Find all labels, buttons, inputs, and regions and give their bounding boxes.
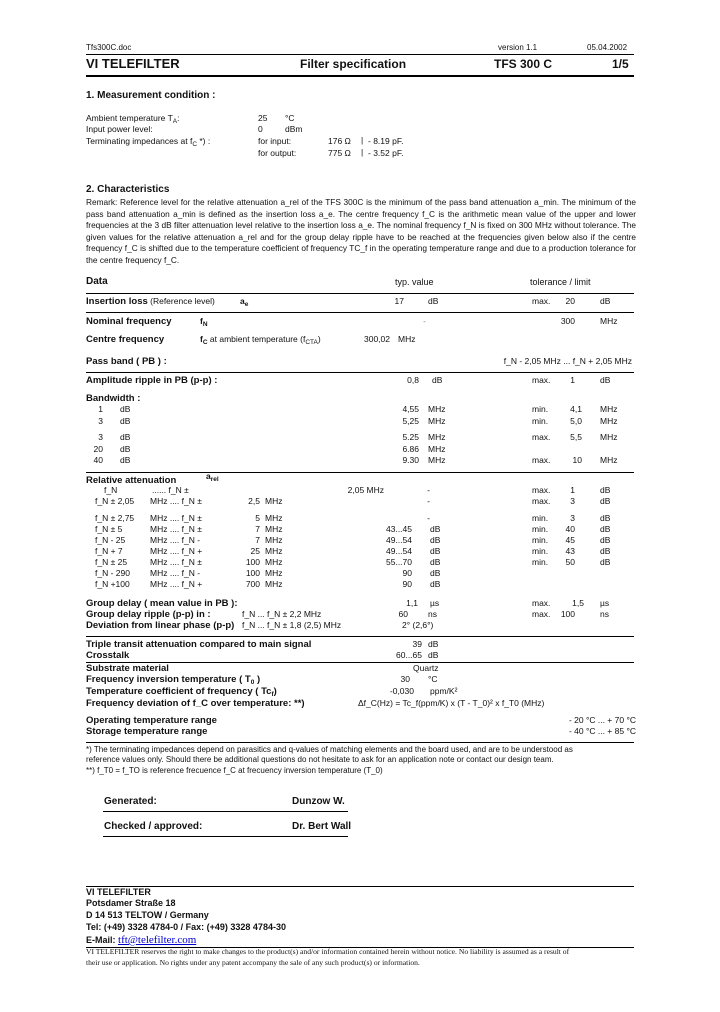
input-c: - 8.19 pF. xyxy=(368,136,404,146)
footnote: reference values only. Should there be additional questions do not hesitate to ask for an application note or contact our design team. xyxy=(86,755,554,764)
gd-label: Group delay ( mean value in PB ): xyxy=(86,598,238,609)
filename: Tfs300C.doc xyxy=(86,43,132,52)
bw-lim: max. xyxy=(532,455,551,465)
bw-unit: MHz xyxy=(428,444,446,454)
relatt-typ: - xyxy=(427,496,430,506)
relatt-to-value: 7 xyxy=(255,524,260,534)
centre-unit: MHz xyxy=(398,334,416,344)
footer-company: VI TELEFILTER xyxy=(86,887,151,897)
bw-level-unit: dB xyxy=(120,455,131,465)
version: version 1.1 xyxy=(498,43,538,52)
divider xyxy=(86,472,634,473)
storage-label: Storage temperature range xyxy=(86,726,208,737)
relatt-unit: dB xyxy=(430,568,441,578)
operating-value: - 20 °C ... + 70 °C xyxy=(568,715,636,725)
term-label: Terminating impedances at $f_C$ *) : xyxy=(86,136,211,148)
relatt-from: f_N ± 5 xyxy=(95,524,123,534)
relatt-from: f_N + 7 xyxy=(95,546,123,556)
nominal-label: Nominal frequency xyxy=(86,316,172,327)
bw-limu: MHz xyxy=(600,404,618,414)
footnote: **) f_T0 = f_TO is reference frecuence f_C at frecuency inversion temperature (T_0) xyxy=(86,766,383,775)
relatt-typ: 90 xyxy=(402,579,412,589)
relatt-to-value: 2,5 xyxy=(248,496,260,506)
relatt-typ: - xyxy=(427,513,430,523)
phase-range: f_N ... f_N ± 1,8 (2,5) MHz xyxy=(242,620,342,630)
divider xyxy=(86,75,634,77)
nominal-typ: - xyxy=(423,316,426,326)
footnote: *) The terminating impedances depend on parasitics and q-values of matching elements and the board used, and are to be understood as xyxy=(86,745,573,754)
generated-label: Generated: xyxy=(104,796,157,807)
divider xyxy=(86,372,634,373)
date: 05.04.2002 xyxy=(587,43,628,52)
ripple-label: Amplitude ripple in PB (p-p) : xyxy=(86,375,218,386)
triple-typ: 39 xyxy=(412,639,422,649)
insertion-lim: max. xyxy=(532,296,551,306)
bw-level: 40 xyxy=(93,455,103,465)
col-typ: typ. value xyxy=(395,277,434,287)
passband-label: Pass band ( PB ) : xyxy=(86,356,167,367)
relatt-to-unit: MHz xyxy=(265,546,283,556)
remark-paragraph: Remark: Reference level for the relative attenuation a_rel of the TFS 300C is the minimum of the pass band attenuation a_min. The minimum of the pass band attenuation a_min is defined as the insertion loss a_e. The centre frequency f_C is the arithmetic mean value of the upper and lower frequencies at the 3 dB filter attenuation level relative to the insertion loss a_e. The nominal frequency f_N is fixed on 300 MHz without tolerance. The given values for the relative attenuation a_rel and for the group delay ripple have to be reached at the frequencies given below also if the centre frequency f_C is shifted due to the temperature coefficient of frequency TC_f in the operating temperature range and due to a production tolerance for the centre frequency f_C. xyxy=(86,197,636,265)
gdr-range: f_N ... f_N ± 2,2 MHz xyxy=(242,609,322,619)
relatt-to-unit: MHz xyxy=(265,496,283,506)
relatt-lim: max. xyxy=(532,496,551,506)
bw-limv: 5,5 xyxy=(570,432,582,442)
passband-range: f_N - 2,05 MHz ... f_N + 2,05 MHz xyxy=(503,356,632,366)
gd-limu: µs xyxy=(600,598,610,608)
bw-typ: 6.86 xyxy=(402,444,419,454)
bw-typ: 9.30 xyxy=(402,455,419,465)
section-heading: 2. Characteristics xyxy=(86,184,170,195)
relatt-to-value: 100 xyxy=(245,568,260,578)
divider xyxy=(86,312,634,313)
relatt-to: ...... f_N ± xyxy=(152,485,189,495)
bw-limv: 10 xyxy=(572,455,582,465)
relatt-limv: 3 xyxy=(570,513,575,523)
doc-title: Filter specification xyxy=(300,57,407,71)
page-number: 1/5 xyxy=(612,57,629,71)
relatt-typ: 49...54 xyxy=(386,535,412,545)
insertion-limu: dB xyxy=(600,296,611,306)
relatt-from: f_N ± 2,75 xyxy=(95,513,135,523)
relatt-to: MHz .... f_N ± xyxy=(150,513,202,523)
relatt-unit: dB xyxy=(430,524,441,534)
relatt-to: MHz .... f_N ± xyxy=(150,524,202,534)
footer-phone: Tel: (+49) 3328 4784-0 / Fax: (+49) 3328 4784-30 xyxy=(86,922,286,932)
crosstalk-unit: dB xyxy=(428,650,439,660)
centre-desc: $f_C$ at ambient temperature $(f_{CTA})$ xyxy=(200,334,321,346)
bw-level-unit: dB xyxy=(120,444,131,454)
ripple-limv: 1 xyxy=(570,375,575,385)
centre-typ: 300,02 xyxy=(364,334,390,344)
part-number: TFS 300 C xyxy=(494,57,553,71)
relatt-typ: 49...54 xyxy=(386,546,412,556)
inversion-unit: °C xyxy=(428,674,438,684)
output-c: - 3.52 pF. xyxy=(368,148,404,158)
gdr-lim: max. xyxy=(532,609,551,619)
insertion-symbol: $a_e$ xyxy=(240,296,249,308)
insertion-limv: 20 xyxy=(565,296,575,306)
ambient-value: 25 xyxy=(258,113,268,123)
bw-limv: 5,0 xyxy=(570,416,582,426)
centre-label: Centre frequency xyxy=(86,334,165,345)
bw-limu: MHz xyxy=(600,455,618,465)
bw-typ: 5,25 xyxy=(402,416,419,426)
insertion-label: Insertion loss (Reference level) xyxy=(86,296,215,307)
footer-city: D 14 513 TELTOW / Germany xyxy=(86,910,209,920)
relatt-to-unit: MHz xyxy=(265,513,283,523)
relatt-limu: dB xyxy=(600,535,611,545)
relatt-limv: 43 xyxy=(565,546,575,556)
nominal-limu: MHz xyxy=(600,316,618,326)
relatt-limu: dB xyxy=(600,513,611,523)
gdr-label: Group delay ripple (p-p) in : xyxy=(86,609,211,620)
ripple-typ: 0,8 xyxy=(407,375,419,385)
phase-typ: 2° (2,6°) xyxy=(402,620,434,630)
tcf-typ: -0,030 xyxy=(389,686,414,696)
deviation-formula: Δf_C(Hz) = Tc_f(ppm/K) x (T - T_0)² x f_T0 (MHz) xyxy=(358,698,545,708)
relatt-to-unit: MHz xyxy=(265,579,283,589)
relatt-to-unit: MHz xyxy=(265,524,283,534)
relatt-unit: dB xyxy=(430,546,441,556)
relatt-to: MHz .... f_N ± xyxy=(150,557,202,567)
bw-level: 1 xyxy=(98,404,103,414)
relatt-from: f_N +100 xyxy=(95,579,130,589)
relatt-to-unit: MHz xyxy=(265,568,283,578)
relatt-to-unit: MHz xyxy=(265,535,283,545)
operating-label: Operating temperature range xyxy=(86,715,217,726)
output-r: 775 Ω xyxy=(328,148,351,158)
bw-level: 3 xyxy=(98,416,103,426)
input-r: 176 Ω xyxy=(328,136,351,146)
relatt-to: MHz .... f_N - xyxy=(150,535,201,545)
relatt-typ: - xyxy=(427,485,430,495)
tcf-unit: ppm/K² xyxy=(430,686,458,696)
relatt-lim: min. xyxy=(532,524,549,534)
relatt-limv: 50 xyxy=(565,557,575,567)
relatt-unit: dB xyxy=(430,535,441,545)
underline xyxy=(103,811,348,812)
bw-unit: MHz xyxy=(428,416,446,426)
phase-label: Deviation from linear phase (p-p) xyxy=(86,620,235,631)
relatt-label: Relative attenuation xyxy=(86,475,177,486)
relatt-to: MHz .... f_N - xyxy=(150,568,201,578)
relatt-from: f_N ± 25 xyxy=(95,557,128,567)
relatt-typ: 43...45 xyxy=(386,524,412,534)
substrate-label: Substrate material xyxy=(86,663,169,674)
bw-limu: MHz xyxy=(600,432,618,442)
bw-unit: MHz xyxy=(428,432,446,442)
ripple-unit: dB xyxy=(432,375,443,385)
footer-street: Potsdamer Straße 18 xyxy=(86,898,176,908)
bw-typ: 5.25 xyxy=(402,432,419,442)
relatt-to: MHz .... f_N + xyxy=(150,579,203,589)
gd-unit: µs xyxy=(430,598,440,608)
bw-level-unit: dB xyxy=(120,416,131,426)
crosstalk-label: Crosstalk xyxy=(86,650,130,661)
relatt-to-value: 2,05 MHz xyxy=(347,485,384,495)
section-heading: 1. Measurement condition : xyxy=(86,90,216,101)
relatt-lim: min. xyxy=(532,546,549,556)
relatt-to-value: 700 xyxy=(245,579,260,589)
company-logo: VI TELEFILTER xyxy=(86,56,180,71)
tcf-label: Temperature coefficient of frequency ( $Tc_f$) xyxy=(86,686,277,698)
divider xyxy=(86,54,634,55)
relatt-to-value: 7 xyxy=(255,535,260,545)
relatt-to: MHz .... f_N ± xyxy=(150,496,202,506)
relatt-symbol: $a_{rel}$ xyxy=(206,471,219,483)
divider xyxy=(86,293,634,294)
relatt-to-value: 100 xyxy=(245,557,260,567)
checked-label: Checked / approved: xyxy=(104,821,203,832)
relatt-to-unit: MHz xyxy=(265,557,283,567)
relatt-lim: min. xyxy=(532,557,549,567)
relatt-from: f_N - 25 xyxy=(95,535,126,545)
relatt-from: f_N xyxy=(104,485,118,495)
bw-lim: min. xyxy=(532,404,549,414)
deviation-label: Frequency deviation of f_C over temperature: **) xyxy=(86,698,305,709)
email-link[interactable]: tft@telefilter.com xyxy=(118,934,197,946)
relatt-to-value: 5 xyxy=(255,513,260,523)
divider xyxy=(86,886,634,887)
divider xyxy=(86,636,634,637)
relatt-typ: 90 xyxy=(402,568,412,578)
disclaimer: their use or application. No rights under any patent accompany the sale of any such product(s) or information. xyxy=(86,958,420,967)
relatt-limu: dB xyxy=(600,485,611,495)
col-data: Data xyxy=(86,276,108,287)
storage-value: - 40 °C ... + 85 °C xyxy=(568,726,636,736)
generated-by: Dunzow W. xyxy=(292,796,345,807)
nominal-limv: 300 xyxy=(560,316,575,326)
relatt-lim: max. xyxy=(532,485,551,495)
col-tol: tolerance / limit xyxy=(530,277,591,287)
inversion-label: Frequency inversion temperature ( $T_0$ ) xyxy=(86,674,261,686)
output-label: for output: xyxy=(258,148,297,158)
gdr-unit: ns xyxy=(428,609,437,619)
gdr-typ: 60 xyxy=(398,609,408,619)
gd-lim: max. xyxy=(532,598,551,608)
relatt-from: f_N - 290 xyxy=(95,568,130,578)
disclaimer: VI TELEFILTER reserves the right to make changes to the product(s) and/or information contained herein without notice. No liability is assumed as a result of xyxy=(86,947,570,956)
power-value: 0 xyxy=(258,124,263,134)
bw-limu: MHz xyxy=(600,416,618,426)
relatt-limu: dB xyxy=(600,524,611,534)
bw-level: 3 xyxy=(98,432,103,442)
triple-label: Triple transit attenuation compared to main signal xyxy=(86,639,312,650)
relatt-limv: 40 xyxy=(565,524,575,534)
relatt-limu: dB xyxy=(600,496,611,506)
bw-lim: min. xyxy=(532,416,549,426)
divider xyxy=(86,742,634,743)
insertion-typ: 17 xyxy=(394,296,404,306)
gd-typ: 1,1 xyxy=(406,598,418,608)
relatt-limv: 3 xyxy=(570,496,575,506)
ambient-label: Ambient temperature $T_A$: xyxy=(86,113,180,125)
power-unit: dBm xyxy=(285,124,303,134)
nominal-symbol: $f_N$ xyxy=(200,316,208,328)
relatt-typ: 55...70 xyxy=(386,557,412,567)
bandwidth-label: Bandwidth : xyxy=(86,393,141,404)
relatt-lim: min. xyxy=(532,513,549,523)
substrate-value: Quartz xyxy=(413,663,439,673)
relatt-to: MHz .... f_N + xyxy=(150,546,203,556)
input-label: for input: xyxy=(258,136,292,146)
separator: | xyxy=(361,147,364,157)
bw-unit: MHz xyxy=(428,455,446,465)
relatt-unit: dB xyxy=(430,557,441,567)
inversion-typ: 30 xyxy=(400,674,410,684)
bw-limv: 4,1 xyxy=(570,404,582,414)
relatt-lim: min. xyxy=(532,535,549,545)
ripple-limu: dB xyxy=(600,375,611,385)
crosstalk-typ: 60...65 xyxy=(396,650,422,660)
insertion-unit: dB xyxy=(428,296,439,306)
relatt-from: f_N ± 2,05 xyxy=(95,496,135,506)
relatt-limu: dB xyxy=(600,546,611,556)
ripple-lim: max. xyxy=(532,375,551,385)
relatt-limu: dB xyxy=(600,557,611,567)
ambient-unit: °C xyxy=(285,113,295,123)
relatt-unit: dB xyxy=(430,579,441,589)
bw-level-unit: dB xyxy=(120,432,131,442)
bw-lim: max. xyxy=(532,432,551,442)
bw-unit: MHz xyxy=(428,404,446,414)
bw-level-unit: dB xyxy=(120,404,131,414)
separator: | xyxy=(361,135,364,145)
gdr-limv: 100 xyxy=(560,609,575,619)
triple-unit: dB xyxy=(428,639,439,649)
bw-typ: 4,55 xyxy=(402,404,419,414)
relatt-limv: 1 xyxy=(570,485,575,495)
relatt-limv: 45 xyxy=(565,535,575,545)
footer-email: E-Mail: tft@telefilter.com xyxy=(86,934,197,946)
relatt-to-value: 25 xyxy=(250,546,260,556)
checked-by: Dr. Bert Wall xyxy=(292,821,352,832)
underline xyxy=(103,836,348,837)
power-label: Input power level: xyxy=(86,124,153,134)
gdr-limu: ns xyxy=(600,609,609,619)
bw-level: 20 xyxy=(93,444,103,454)
gd-limv: 1,5 xyxy=(572,598,584,608)
